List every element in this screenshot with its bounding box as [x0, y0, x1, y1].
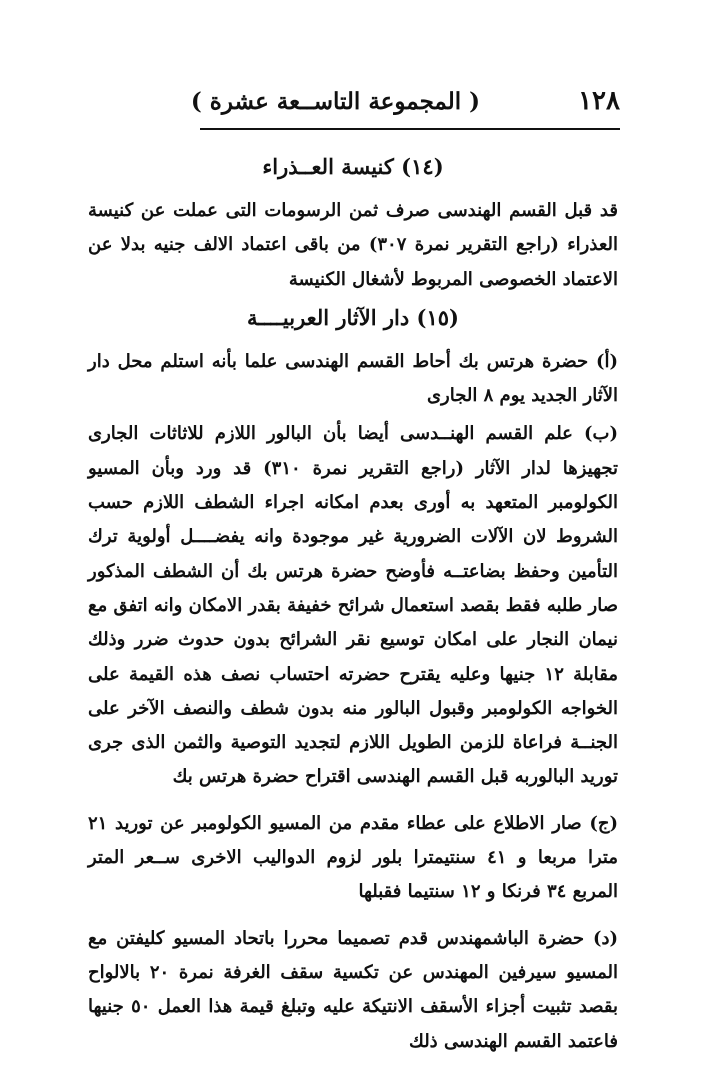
header-rule	[200, 128, 620, 130]
section-heading-virgin-church: (١٤) كنيسة العــذراء	[262, 154, 444, 179]
paragraph-virgin-church: قد قبل القسم الهندسى صرف ثمن الرسومات التى عملت عن كنيسة العذراء (راجع التقرير نمرة ٣٠٧) من باقى اعتماد الالف جنيه بدلا عن الاعتماد الخصوصى المربوط لأشغال الكنيسة	[88, 200, 618, 290]
paragraph-item-b: (ب) علم القسم الهنــدسى أيضا بأن البالور اللازم للاثاثات الجارى تجهيزها لدار الآثار (راجع التقرير نمرة ٣١٠) قد ورد وبأن المسيو الكولومبر المتعهد به أورى بعدم امكانه اجراء الشطف اللازم حسب الشروط لان الآلات الضرورية غير موجودة وانه يفضــــل أولوية ترك التأمين وحفظ بضاعتــه فأوضح حضرة هرتس بك أن الشطف المذكور صار طلبه فقط بقصد استعمال شرائح خفيفة بقدر الامكان وانه اتفق مع نيمان النجار على امكان توسيع نقر الشرائح بدون حدوث ضرر وذلك مقابلة ١٢ جنيها وعليه يقترح حضرته احتساب نصف هذه القيمة على الخواجه الكولومبر وقبول البالور منه بدون شطف والنصف الآخر على الجنــة فراعاة للزمن الطويل اللازم لتجديد التوصية والثمن الذى جرى توريد البالوربه قبل القسم الهندسى اقتراح حضرة هرتس بك	[88, 423, 618, 788]
paragraph-item-a: (أ) حضرة هرتس بك أحاط القسم الهندسى علما بأنه استلم محل دار الآثار الجديد يوم ٨ الجارى	[88, 350, 618, 407]
paragraph-item-c: (ج) صار الاطلاع على عطاء مقدم من المسيو الكولومبر عن توريد ٢١ مترا مربعا و ٤١ سنتيمترا بلور لزوم الدواليب الاخرى ســعر المتر المربع ٣٤ فرنكا و ١٢ سنتيما فقبلها	[88, 812, 619, 903]
page-number: ١٢٨	[578, 86, 620, 116]
section-heading-arab-museum: (١٥) دار الآثار العربيــــة	[247, 304, 459, 330]
page-header	[190, 80, 620, 124]
spacer	[88, 799, 618, 807]
paragraph-item-d: (د) حضرة الباشمهندس قدم تصميما محررا باتحاد المسيو كليفتن مع المسيو سيرفين المهندس عن تكسية سقف الغرفة نمرة ٢٠ بالالواح بقصد تثبيت أجزاء الأسقف الانتيكة عليه وتبلغ قيمة هذا العمل ٥٠ جنيها فاعتمد القسم الهندسى ذلك	[88, 927, 618, 1052]
page-body	[88, 146, 618, 1063]
spacer	[88, 914, 618, 922]
running-title: ( المجموعة التاســعة عشرة )	[190, 88, 480, 115]
